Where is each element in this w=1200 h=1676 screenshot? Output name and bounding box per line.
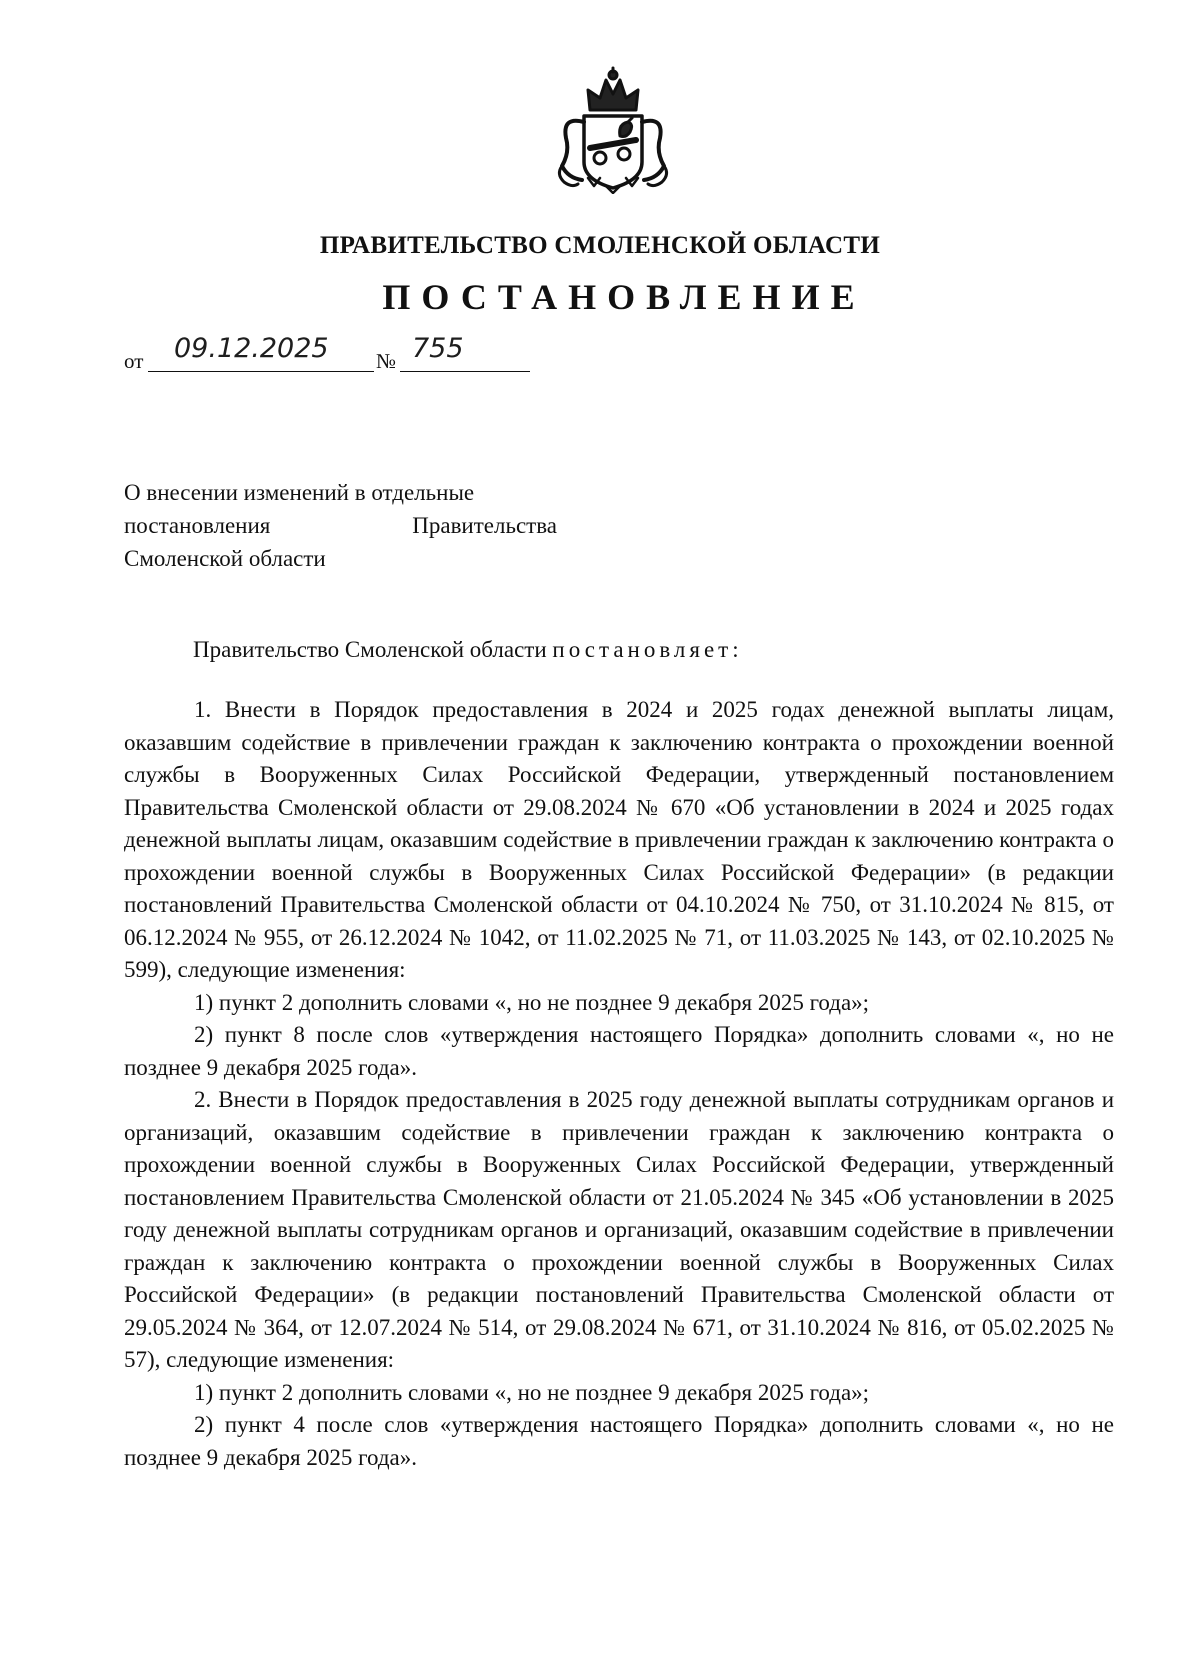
authority-title: ПРАВИТЕЛЬСТВО СМОЛЕНСКОЙ ОБЛАСТИ (319, 232, 881, 259)
resolution-body (124, 694, 1114, 1474)
paragraph: 2. Внести в Порядок предоставления в 2025 году денежной выплаты сотрудникам органов и организаций, оказавшим содействие в привлечении граждан к заключению контракта о прохождении военной службы в Вооруженных Силах Российской Федерации, утвержденный постановлением Правительства Смоленской области от 21.05.2024 № 345 «Об установлении в 2025 году денежной выплаты сотрудникам органов и организаций, оказавшим содействие в привлечении граждан к заключению контракта о прохождении военной службы в Вооруженных Силах Российской Федерации» (в редакции постановлений Правительства Смоленской области от 29.05.2024 № 364, от 12.07.2024 № 514, от 29.08.2024 № 671, от 31.10.2024 № 816, от 05.02.2025 № 57), следующие изменения: (124, 1087, 1114, 1372)
subject-line: О внесении изменений в отдельные (124, 480, 475, 505)
date-underline (148, 371, 374, 372)
preamble-resolves: постановляет: (552, 637, 743, 662)
subject-line: Смоленской области (124, 546, 326, 571)
number-underline (400, 371, 530, 372)
paragraph: 1) пункт 2 дополнить словами «, но не позднее 9 декабря 2025 года»; (194, 989, 870, 1015)
document-type-heading: ПОСТАНОВЛЕНИЕ (382, 277, 866, 317)
paragraph: 1. Внести в Порядок предоставления в 2024 и 2025 годах денежной выплаты лицам, оказавшим содействие в привлечении граждан к заключению контракта о прохождении военной службы в Вооруженных Силах Российской Федерации, утвержденный постановлением Правительства Смоленской области от 29.08.2024 № 670 «Об установлении в 2024 и 2025 годах денежной выплаты лицам, оказавшим содействие в привлечении граждан к заключению контракта о прохождении военной службы в Вооруженных Силах Российской Федерации» (в редакции постановлений Правительства Смоленской области от 04.10.2024 № 750, от 31.10.2024 № 815, от 06.12.2024 № 955, от 26.12.2024 № 1042, от 11.02.2025 № 71, от 11.03.2025 № 143, от 02.10.2025 № 599), следующие изменения: (124, 697, 1114, 982)
subject-block (124, 476, 557, 575)
paragraph: 1) пункт 2 дополнить словами «, но не позднее 9 декабря 2025 года»; (194, 1379, 870, 1405)
preamble-text: Правительство Смоленской области (193, 637, 547, 662)
preamble (193, 637, 743, 663)
date-from-label: от (124, 349, 144, 373)
handwritten-date: 09.12.2025 (174, 333, 329, 364)
paragraph: 2) пункт 4 после слов «утверждения настоящего Порядка» дополнить словами «, но не позднее 9 декабря 2025 года». (124, 1412, 1114, 1470)
handwritten-number: 755 (412, 333, 464, 364)
paragraph: 2) пункт 8 после слов «утверждения настоящего Порядка» дополнить словами «, но не позднее 9 декабря 2025 года». (124, 1022, 1114, 1080)
coat-of-arms-icon (548, 66, 678, 194)
number-label: № (376, 349, 397, 373)
subject-line: постановления Правительства (124, 513, 557, 538)
